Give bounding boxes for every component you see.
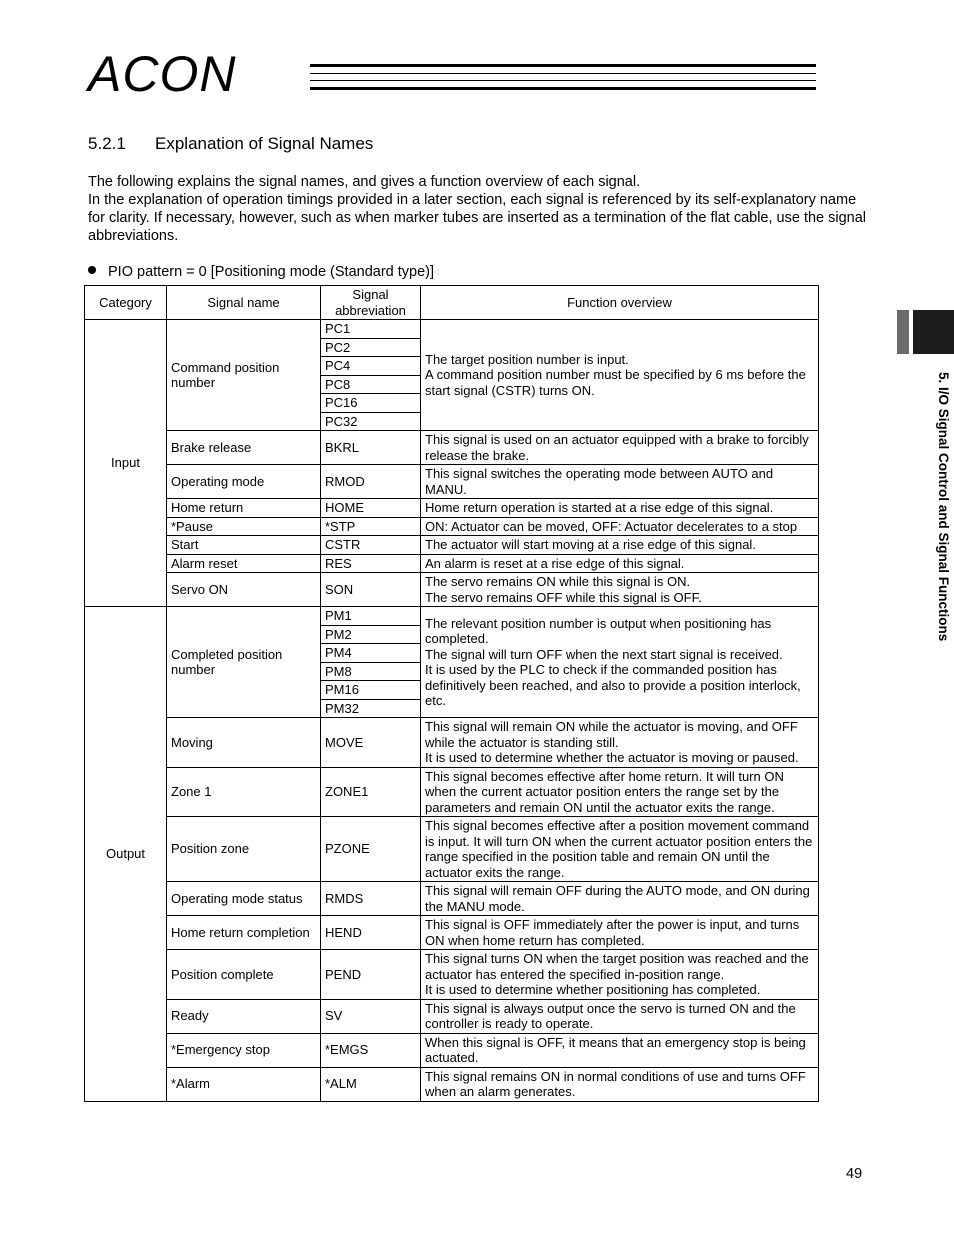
table-row: [85, 517, 819, 536]
table-row: [85, 573, 819, 607]
signal-name: Command position number: [167, 320, 321, 431]
table-row: [85, 607, 819, 626]
signal-abbreviation: PM4: [321, 644, 421, 663]
signal-abbreviation: PC8: [321, 375, 421, 394]
header-category: Category: [85, 286, 167, 320]
output-section: [85, 607, 819, 1102]
chapter-tab-marker: [897, 310, 954, 354]
signal-abbreviation: PM32: [321, 699, 421, 718]
signal-name: Home return completion: [167, 916, 321, 950]
function-overview: This signal will remain ON while the actuator is moving, and OFF while the actuator is standing still. It is used to determine whether the actuator is moving or paused.: [421, 718, 819, 768]
table-row: [85, 1067, 819, 1101]
table-row: [85, 950, 819, 1000]
page-number: 49: [846, 1166, 863, 1182]
signal-name: Operating mode status: [167, 882, 321, 916]
function-overview: The servo remains ON while this signal is ON. The servo remains OFF while this signal is OFF.: [421, 573, 819, 607]
intro-line-1: The following explains the signal names, and gives a function overview of each signal.: [88, 174, 641, 190]
table-row: [85, 767, 819, 817]
signal-name: Moving: [167, 718, 321, 768]
section-number: 5.2.1: [88, 134, 126, 153]
header-function: Function overview: [421, 286, 819, 320]
signal-name: Brake release: [167, 431, 321, 465]
category-input: Input: [85, 320, 167, 607]
header-abbreviation: Signal abbreviation: [321, 286, 421, 320]
function-overview: This signal switches the operating mode between AUTO and MANU.: [421, 465, 819, 499]
function-overview: An alarm is reset at a rise edge of this signal.: [421, 554, 819, 573]
signal-abbreviation: PEND: [321, 950, 421, 1000]
signal-name: Operating mode: [167, 465, 321, 499]
function-overview: This signal becomes effective after a position movement command is input. It will turn ON when the current actuator position enters the range specified in the position table and remain ON until the actuator exits the range.: [421, 817, 819, 882]
signal-abbreviation: PC16: [321, 394, 421, 413]
signal-name: Alarm reset: [167, 554, 321, 573]
chapter-tab-dark: [913, 310, 954, 354]
function-overview: ON: Actuator can be moved, OFF: Actuator decelerates to a stop: [421, 517, 819, 536]
function-overview: The actuator will start moving at a rise edge of this signal.: [421, 536, 819, 555]
signal-name: Home return: [167, 499, 321, 518]
logo-text: ACON: [88, 46, 237, 102]
signal-abbreviation: SON: [321, 573, 421, 607]
function-overview: Home return operation is started at a rise edge of this signal.: [421, 499, 819, 518]
function-overview: This signal becomes effective after home return. It will turn ON when the current actuator position enters the range set by the parameters and remain ON until the actuator exits the range.: [421, 767, 819, 817]
function-overview: This signal turns ON when the target position was reached and the actuator has entered the specified in-position range. It is used to determine whether positioning has completed.: [421, 950, 819, 1000]
signal-abbreviation: RMOD: [321, 465, 421, 499]
signal-abbreviation: PC2: [321, 338, 421, 357]
signal-abbreviation: PC1: [321, 320, 421, 339]
logo-rule-line: [310, 73, 816, 74]
signal-abbreviation: PM2: [321, 625, 421, 644]
signal-name: *Pause: [167, 517, 321, 536]
function-overview: When this signal is OFF, it means that an emergency stop is being actuated.: [421, 1033, 819, 1067]
intro-line-2: In the explanation of operation timings provided in a later section, each signal is referenced by its self-explanatory name for clarity. If necessary, however, such as when marker tubes are inserted as a termination of the flat cable, use the signal abbreviations.: [88, 192, 867, 244]
signal-abbreviation: HOME: [321, 499, 421, 518]
signal-abbreviation: *EMGS: [321, 1033, 421, 1067]
intro-text: [88, 173, 868, 245]
signal-abbreviation: PC4: [321, 357, 421, 376]
signal-name: Ready: [167, 999, 321, 1033]
table-row: [85, 999, 819, 1033]
section-title: Explanation of Signal Names: [155, 134, 374, 153]
table-row: [85, 817, 819, 882]
signal-abbreviation: BKRL: [321, 431, 421, 465]
table-row: [85, 465, 819, 499]
function-overview: The target position number is input. A command position number must be specified by 6 ms before the start signal (CSTR) turns ON.: [421, 320, 819, 431]
signal-abbreviation: *ALM: [321, 1067, 421, 1101]
table-row: [85, 882, 819, 916]
table-row: [85, 718, 819, 768]
logo-rule-line: [310, 80, 816, 81]
signal-abbreviation: PM1: [321, 607, 421, 626]
function-overview: This signal is OFF immediately after the power is input, and turns ON when home return has completed.: [421, 916, 819, 950]
chapter-tab-light: [897, 310, 909, 354]
signal-name: Completed position number: [167, 607, 321, 718]
function-overview: The relevant position number is output when positioning has completed. The signal will turn OFF when the next start signal is received. It is used by the PLC to check if the commanded position has definitively been reached, and also to provide a position interlock, etc.: [421, 607, 819, 718]
acon-logo: [88, 46, 818, 102]
bullet-text: PIO pattern = 0 [Positioning mode (Standard type)]: [108, 264, 435, 280]
signal-abbreviation: *STP: [321, 517, 421, 536]
signal-abbreviation: CSTR: [321, 536, 421, 555]
table-row: [85, 916, 819, 950]
logo-rule-line: [310, 87, 816, 90]
signal-abbreviation: PM16: [321, 681, 421, 700]
signal-abbreviation: PC32: [321, 412, 421, 431]
pio-pattern-bullet: [88, 264, 434, 280]
header-signal-name: Signal name: [167, 286, 321, 320]
signal-name: Position zone: [167, 817, 321, 882]
signal-abbreviation: RMDS: [321, 882, 421, 916]
signal-name: Start: [167, 536, 321, 555]
function-overview: This signal is always output once the servo is turned ON and the controller is ready to operate.: [421, 999, 819, 1033]
signal-name: *Emergency stop: [167, 1033, 321, 1067]
table-row: [85, 536, 819, 555]
signal-abbreviation: HEND: [321, 916, 421, 950]
function-overview: This signal remains ON in normal conditions of use and turns OFF when an alarm generates.: [421, 1067, 819, 1101]
signal-abbreviation: PZONE: [321, 817, 421, 882]
input-section: [85, 320, 819, 607]
signal-table: [84, 285, 819, 1102]
signal-name: *Alarm: [167, 1067, 321, 1101]
category-output: Output: [85, 607, 167, 1102]
table-row: [85, 499, 819, 518]
logo-rule-line: [310, 64, 816, 67]
bullet-dot-icon: [88, 266, 96, 274]
table-row: [85, 320, 819, 339]
table-row: [85, 1033, 819, 1067]
signal-abbreviation: ZONE1: [321, 767, 421, 817]
table-row: [85, 431, 819, 465]
logo-rule-lines: [310, 64, 816, 96]
signal-name: Position complete: [167, 950, 321, 1000]
signal-abbreviation: RES: [321, 554, 421, 573]
signal-name: Zone 1: [167, 767, 321, 817]
signal-abbreviation: PM8: [321, 662, 421, 681]
table-header-row: [85, 286, 819, 320]
signal-name: Servo ON: [167, 573, 321, 607]
signal-abbreviation: MOVE: [321, 718, 421, 768]
function-overview: This signal will remain OFF during the AUTO mode, and ON during the MANU mode.: [421, 882, 819, 916]
chapter-side-label: 5. I/O Signal Control and Signal Functions: [936, 372, 951, 642]
signal-abbreviation: SV: [321, 999, 421, 1033]
table-row: [85, 554, 819, 573]
function-overview: This signal is used on an actuator equipped with a brake to forcibly release the brake.: [421, 431, 819, 465]
section-heading: [88, 134, 373, 154]
